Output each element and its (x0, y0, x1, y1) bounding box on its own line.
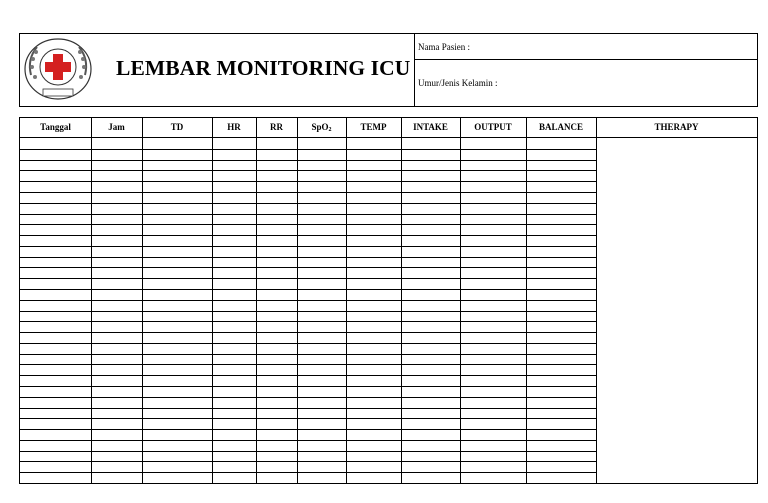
row-divider (20, 300, 596, 301)
red-cross-logo-icon (23, 37, 93, 103)
spo2-label: SpO (311, 122, 329, 132)
spo2-subscript: 2 (328, 127, 332, 133)
row-divider (20, 364, 596, 365)
row-divider (20, 257, 596, 258)
row-divider (20, 160, 596, 161)
col-header-therapy: THERAPY (654, 122, 699, 132)
row-divider (20, 451, 596, 452)
patient-name-label: Nama Pasien : (418, 42, 470, 52)
col-header-rr: RR (270, 122, 283, 132)
page-title: LEMBAR MONITORING ICU (116, 56, 411, 80)
row-divider (20, 224, 596, 225)
row-divider (20, 472, 596, 473)
row-divider (20, 278, 596, 279)
col-header-tanggal: Tanggal (40, 122, 71, 132)
row-divider (20, 429, 596, 430)
row-divider (20, 418, 596, 419)
row-divider (20, 214, 596, 215)
row-divider (20, 203, 596, 204)
row-divider (20, 440, 596, 441)
col-header-jam: Jam (108, 122, 125, 132)
row-divider (20, 397, 596, 398)
col-header-balance: BALANCE (538, 122, 583, 132)
row-divider (20, 181, 596, 182)
row-divider (20, 170, 596, 171)
row-divider (20, 235, 596, 236)
table-header-row (20, 118, 757, 138)
col-header-intake: INTAKE (413, 122, 448, 132)
row-divider (20, 267, 596, 268)
row-divider (20, 375, 596, 376)
row-divider (20, 289, 596, 290)
row-divider (20, 311, 596, 312)
col-header-output: OUTPUT (474, 122, 512, 132)
row-divider (20, 354, 596, 355)
col-header-hr: HR (227, 122, 241, 132)
form-header (19, 33, 758, 107)
age-gender-label: Umur/Jenis Kelamin : (418, 78, 498, 88)
row-divider (20, 246, 596, 247)
row-divider (20, 192, 596, 193)
column-divider (596, 118, 597, 483)
row-divider (20, 149, 596, 150)
row-divider (20, 408, 596, 409)
monitoring-table (19, 117, 758, 484)
row-divider (20, 343, 596, 344)
col-header-temp: TEMP (360, 122, 387, 132)
col-header-td: TD (170, 122, 184, 132)
row-divider (20, 461, 596, 462)
row-divider (20, 386, 596, 387)
row-divider (20, 332, 596, 333)
row-divider (20, 321, 596, 322)
col-header-spo2 (297, 118, 346, 137)
patient-info (414, 34, 758, 106)
